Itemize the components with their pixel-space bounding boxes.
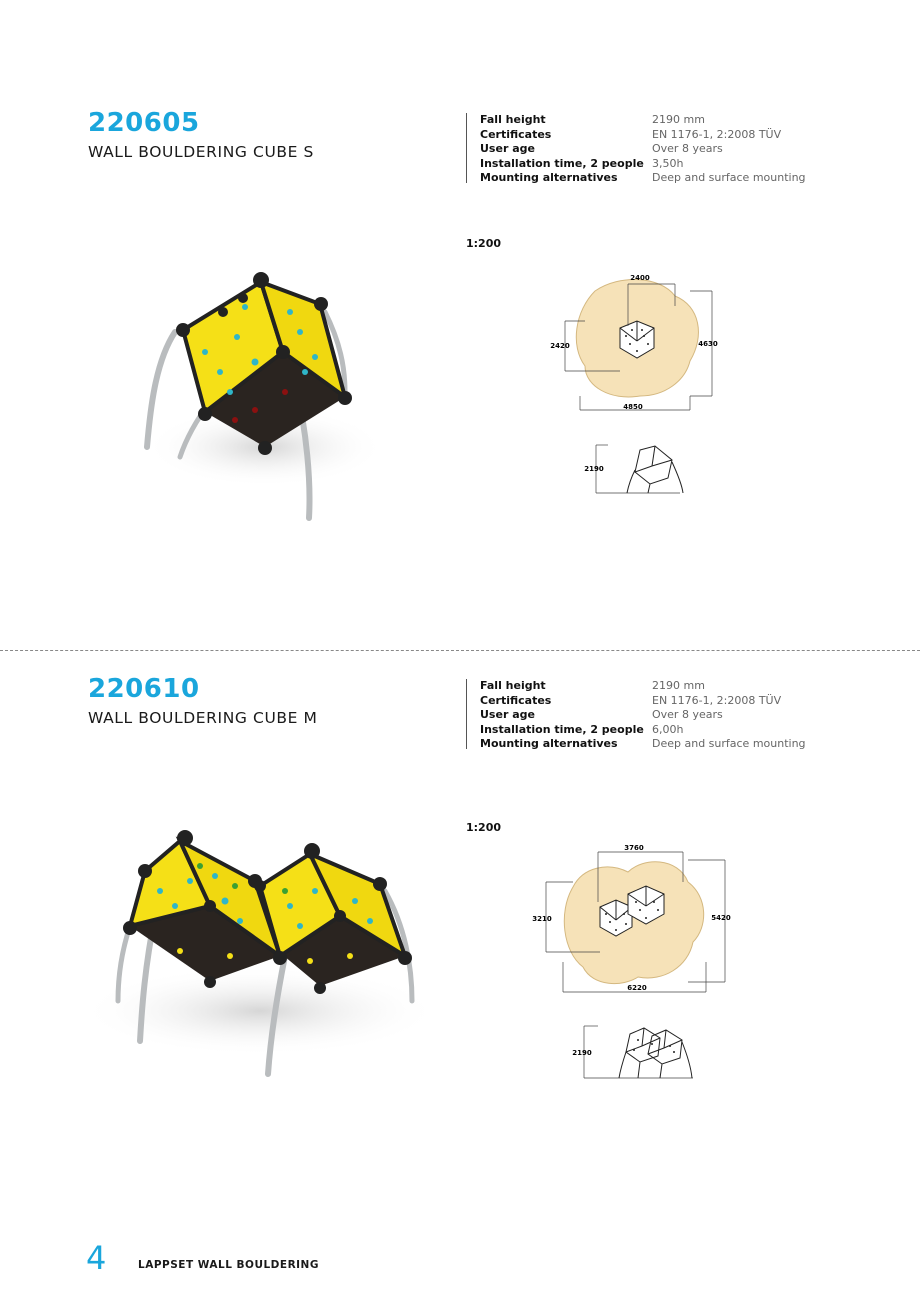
plan-drawing-cube-m bbox=[528, 842, 738, 1002]
dim-height: 2190 bbox=[572, 1049, 592, 1057]
spec-label: Mounting alternatives bbox=[480, 737, 618, 751]
spec-table bbox=[466, 113, 806, 185]
scale-label: 1:200 bbox=[466, 237, 502, 250]
spec-label: Certificates bbox=[480, 127, 552, 141]
spec-label: Mounting alternatives bbox=[480, 171, 618, 185]
spec-label: User age bbox=[480, 142, 535, 156]
product-name: WALL BOULDERING CUBE S bbox=[88, 143, 314, 161]
spec-value: 2190 mm bbox=[652, 113, 705, 126]
product-name: WALL BOULDERING CUBE M bbox=[88, 709, 318, 727]
plan-drawing-cube-s bbox=[540, 266, 730, 426]
spec-label: Installation time, 2 people bbox=[480, 156, 644, 170]
spec-value: 2190 mm bbox=[652, 679, 705, 692]
spec-value: EN 1176-1, 2:2008 TÜV bbox=[652, 693, 782, 707]
spec-label: Installation time, 2 people bbox=[480, 722, 644, 736]
spec-value: Deep and surface mounting bbox=[652, 171, 806, 185]
page-number: 4 bbox=[86, 1239, 107, 1277]
product-code: 220610 bbox=[88, 674, 200, 704]
spec-value: Over 8 years bbox=[652, 142, 723, 156]
spec-table bbox=[466, 679, 806, 751]
spec-value: 3,50h bbox=[652, 156, 684, 170]
dim-left: 3210 bbox=[532, 915, 552, 923]
spec-label: Fall height bbox=[480, 113, 546, 126]
dim-height: 2190 bbox=[584, 465, 604, 473]
section-divider bbox=[0, 650, 920, 651]
product-image-cube-s bbox=[125, 242, 387, 542]
elevation-drawing-cube-s bbox=[580, 440, 690, 496]
spec-value: Deep and surface mounting bbox=[652, 737, 806, 751]
spec-value: EN 1176-1, 2:2008 TÜV bbox=[652, 127, 782, 141]
dim-left: 2420 bbox=[550, 342, 570, 350]
elevation-drawing-cube-m bbox=[568, 1022, 698, 1082]
dim-top: 3760 bbox=[624, 844, 644, 852]
product-code: 220605 bbox=[88, 108, 200, 138]
dim-bottom: 4850 bbox=[623, 403, 643, 411]
product-image-cube-m bbox=[60, 806, 450, 1096]
footer-title: LAPPSET WALL BOULDERING bbox=[138, 1259, 319, 1271]
scale-label: 1:200 bbox=[466, 821, 502, 834]
dim-right: 4630 bbox=[698, 340, 718, 348]
dim-right: 5420 bbox=[711, 914, 731, 922]
dim-top: 2400 bbox=[630, 274, 650, 282]
dim-bottom: 6220 bbox=[627, 984, 647, 992]
spec-value: 6,00h bbox=[652, 722, 684, 736]
spec-value: Over 8 years bbox=[652, 708, 723, 722]
spec-label: User age bbox=[480, 708, 535, 722]
spec-label: Fall height bbox=[480, 679, 546, 692]
spec-label: Certificates bbox=[480, 693, 552, 707]
